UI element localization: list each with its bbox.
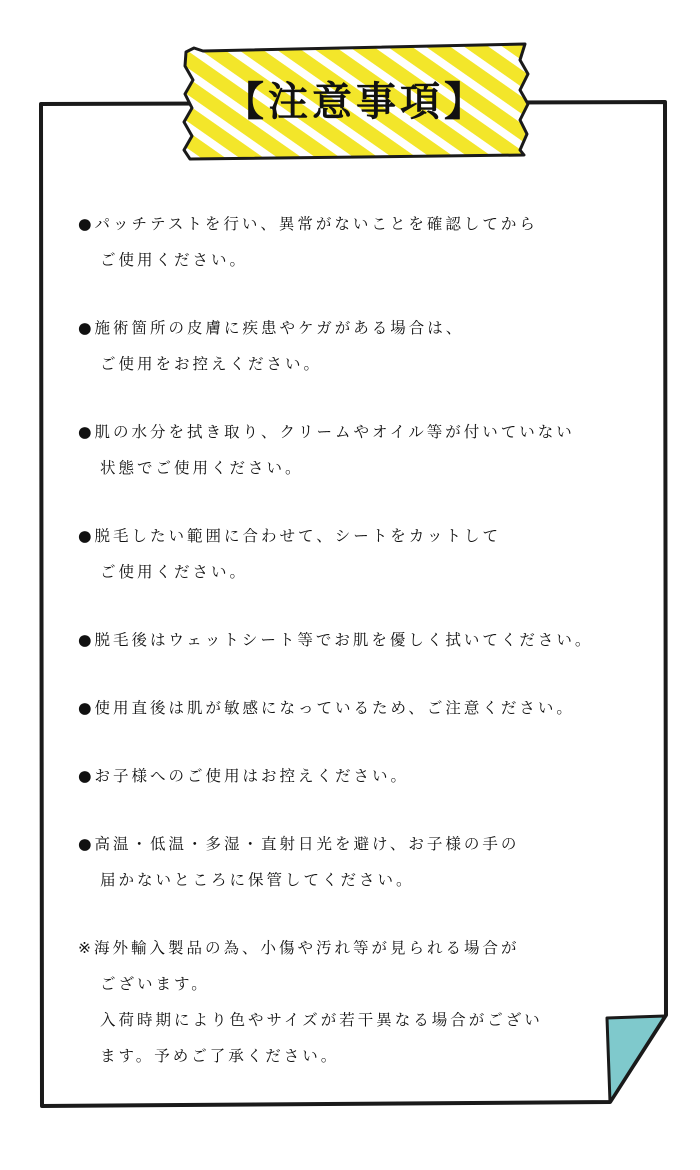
note-first-line: ●高温・低温・多湿・直射日光を避け、お子様の手の [78,835,520,853]
note-continuation-line: ご使用をお控えください。 [100,355,323,373]
note-item [78,310,648,382]
note-continuation-line: ご使用ください。 [100,251,249,269]
note-item [78,690,648,726]
note-first-line: ●お子様へのご使用はお控えください。 [78,767,410,785]
note-item [78,930,648,1074]
note-continuation-line: ご使用ください。 [100,563,249,581]
note-continuation-line: 入荷時期により色やサイズが若干異なる場合がござい [100,1011,543,1029]
note-first-line: ●肌の水分を拭き取り、クリームやオイル等が付いていない [78,423,575,441]
note-first-line: ●脱毛したい範囲に合わせて、シートをカットして [78,527,502,545]
note-continuation-line: ございます。 [100,975,210,993]
note-continuation-line: ます。予めご了承ください。 [100,1047,340,1065]
note-first-line: ●パッチテストを行い、異常がないことを確認してから [78,215,538,233]
note-item [78,414,648,486]
note-item [78,622,648,658]
note-first-line: ※海外輸入製品の為、小傷や汚れ等が見られる場合が [78,939,520,957]
note-item [78,518,648,590]
note-first-line: ●使用直後は肌が敏感になっているため、ご注意ください。 [78,699,575,717]
notes-list [78,206,648,1074]
note-continuation-line: 状態でご使用ください。 [100,459,304,477]
note-item [78,826,648,898]
page-title: 【注意事項】 [224,79,488,125]
note-first-line: ●施術箇所の皮膚に疾患やケガがある場合は、 [78,319,465,337]
note-item [78,206,648,278]
note-item [78,758,648,794]
note-first-line: ●脱毛後はウェットシート等でお肌を優しく拭いてください。 [78,631,594,649]
note-continuation-line: 届かないところに保管してください。 [100,871,415,889]
